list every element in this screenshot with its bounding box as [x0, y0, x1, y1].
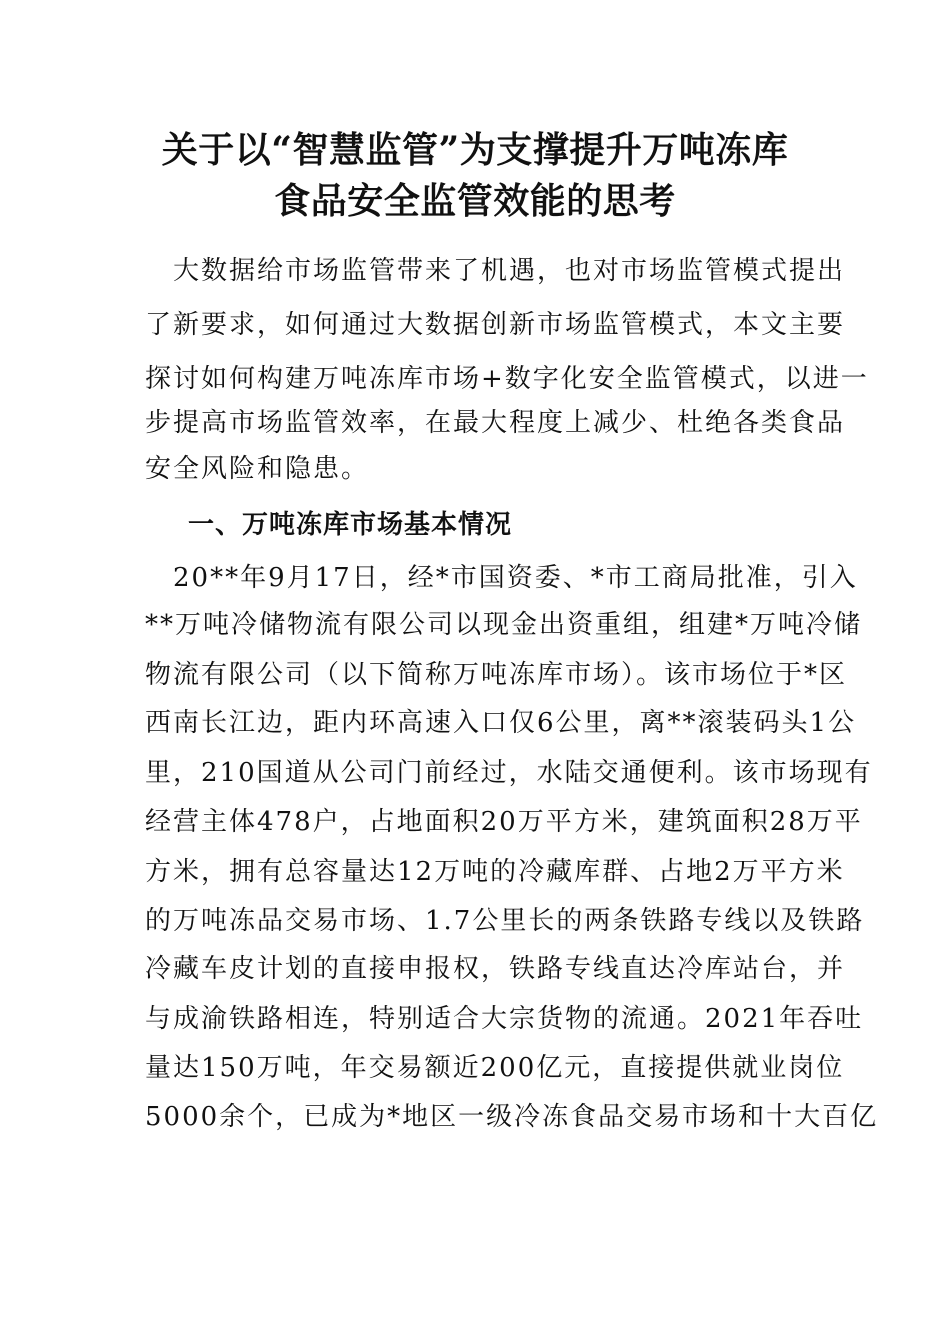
- section-paragraph-line: 与成渝铁路相连，特别适合大宗货物的流通。2021年吞吐: [145, 1004, 864, 1034]
- section-paragraph-line: 5000余个，已成为*地区一级冷冻食品交易市场和十大百亿: [145, 1102, 879, 1132]
- document-title-line-1: 关于以“智慧监管”为支撑提升万吨冻库: [161, 129, 789, 171]
- section-paragraph-line: **万吨冷储物流有限公司以现金出资重组，组建*万吨冷储: [145, 610, 863, 640]
- section-paragraph-line: 经营主体478户，占地面积20万平方米，建筑面积28万平: [145, 807, 863, 837]
- section-paragraph-line: 20**年9月17日，经*市国资委、*市工商局批准，引入: [145, 563, 858, 593]
- intro-paragraph-line: 探讨如何构建万吨冻库市场+数字化安全监管模式，以进一: [145, 364, 869, 394]
- intro-paragraph-line: 大数据给市场监管带来了机遇，也对市场监管模式提出: [145, 256, 846, 286]
- intro-paragraph-line: 步提高市场监管效率，在最大程度上减少、杜绝各类食品: [145, 408, 846, 438]
- section-paragraph-line: 方米，拥有总容量达12万吨的冷藏库群、占地2万平方米: [145, 857, 845, 887]
- section-paragraph-line: 西南长江边，距内环高速入口仅6公里，离**滚装码头1公: [145, 708, 857, 738]
- intro-paragraph-line: 安全风险和隐患。: [145, 454, 370, 484]
- document-title-line-2: 食品安全监管效能的思考: [274, 180, 676, 222]
- section-paragraph-line: 物流有限公司（以下简称万吨冻库市场）。该市场位于*区: [145, 660, 848, 690]
- section-paragraph-line: 量达150万吨，年交易额近200亿元，直接提供就业岗位: [145, 1053, 845, 1083]
- section-heading: 一、万吨冻库市场基本情况: [188, 510, 513, 540]
- intro-paragraph-line: 了新要求，如何通过大数据创新市场监管模式，本文主要: [145, 310, 846, 340]
- section-paragraph-line: 里，210国道从公司门前经过，水陆交通便利。该市场现有: [145, 758, 873, 788]
- section-paragraph-line: 的万吨冻品交易市场、1.7公里长的两条铁路专线以及铁路: [145, 906, 865, 936]
- section-paragraph-line: 冷藏车皮计划的直接申报权，铁路专线直达冷库站台，并: [145, 954, 846, 984]
